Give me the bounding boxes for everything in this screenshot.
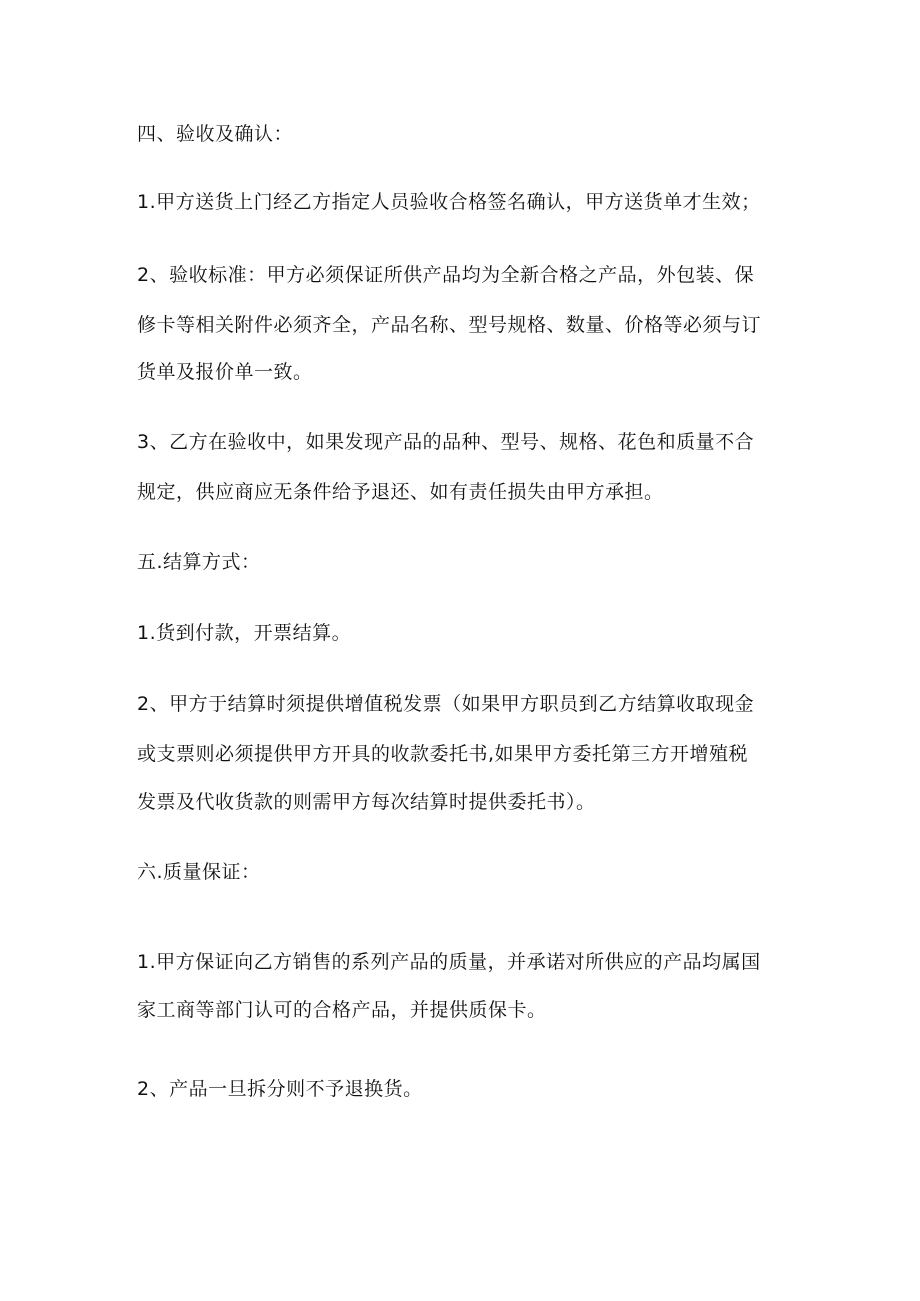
paragraph-line: 3、乙方在验收中，如果发现产品的品种、型号、规格、花色和质量不合	[137, 431, 755, 453]
section-heading-6: 六.质量保证：	[137, 861, 261, 883]
paragraph-line: 货单及报价单一致。	[137, 361, 313, 383]
paragraph-line: 家工商等部门认可的合格产品，并提供质保卡。	[137, 999, 547, 1021]
paragraph-line: 2、产品一旦拆分则不予退换货。	[137, 1078, 423, 1100]
paragraph-line: 或支票则必须提供甲方开具的收款委托书,如果甲方委托第三方开增殖税	[137, 743, 749, 765]
paragraph-line: 规定，供应商应无条件给予退还、如有责任损失由甲方承担。	[137, 481, 664, 503]
paragraph-line: 1.货到付款，开票结算。	[137, 622, 352, 644]
paragraph-line: 2、验收标准：甲方必须保证所供产品均为全新合格之产品，外包装、保	[137, 264, 755, 286]
section-heading-5: 五.结算方式：	[137, 551, 261, 573]
section-heading-4: 四、验收及确认：	[137, 123, 294, 145]
paragraph-line: 1.甲方保证向乙方销售的系列产品的质量，并承诺对所供应的产品均属国	[137, 951, 761, 973]
paragraph-line: 2、甲方于结算时须提供增值税发票（如果甲方职员到乙方结算收取现金	[137, 693, 755, 715]
paragraph-line: 1.甲方送货上门经乙方指定人员验收合格签名确认，甲方送货单才生效；	[137, 191, 761, 213]
paragraph-line: 发票及代收货款的则需甲方每次结算时提供委托书）。	[137, 791, 596, 813]
paragraph-line: 修卡等相关附件必须齐全，产品名称、型号规格、数量、价格等必须与订	[137, 314, 762, 336]
